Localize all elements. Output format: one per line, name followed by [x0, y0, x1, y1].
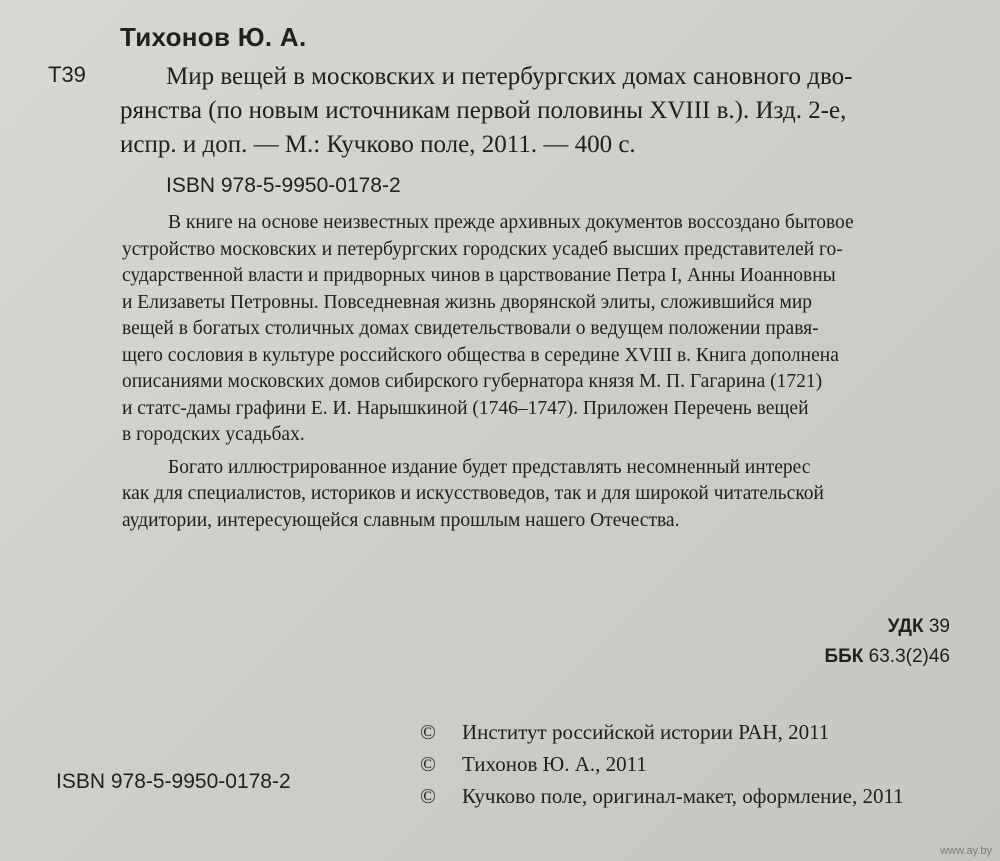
copyright-text: Тихонов Ю. А., 2011	[462, 752, 647, 776]
classification-codes	[824, 612, 950, 672]
copyright-icon: ©	[420, 720, 436, 744]
copyright-text: Институт российской истории РАН, 2011	[462, 720, 830, 744]
annotation-line: Богато иллюстрированное издание будет представлять несомненный интерес	[168, 456, 811, 478]
biblio-line: рянства (по новым источникам первой половины XVIII в.). Изд. 2-е,	[120, 97, 847, 124]
annotation-line: вещей в богатых столичных домах свидетельствовали о ведущем положении правя-	[122, 318, 819, 339]
isbn-top: ISBN 978-5-9950-0178-2	[166, 174, 401, 197]
udk-label: УДК	[887, 616, 924, 637]
udk-code	[824, 612, 950, 642]
biblio-line: Мир вещей в московских и петербургских домах сановного дво-	[166, 63, 853, 90]
author-name: Тихонов Ю. А.	[120, 22, 307, 52]
library-code: Т39	[48, 62, 86, 87]
annotation-line: щего сословия в культуре российского общества в середине XVIII в. Книга дополнена	[122, 344, 839, 366]
bbk-code	[824, 642, 950, 672]
bbk-value: 63.3(2)46	[868, 646, 950, 667]
bbk-label: ББК	[824, 646, 864, 667]
udk-value: 39	[928, 616, 950, 637]
isbn-bottom: ISBN 978-5-9950-0178-2	[56, 770, 291, 793]
watermark: www.ay.by	[940, 845, 992, 857]
annotation-line: описаниями московских домов сибирского губернатора князя М. П. Гагарина (1721)	[122, 371, 823, 392]
annotation-line: и статс-дамы графини Е. И. Нарышкиной (1746–1747). Приложен Перечень вещей	[122, 397, 809, 419]
annotation-line: устройство московских и петербургских городских усадеб высших представителей го-	[122, 238, 843, 260]
copyright-block	[420, 716, 904, 812]
copyright-row	[420, 748, 904, 780]
annotation	[122, 210, 952, 534]
annotation-line: как для специалистов, историков и искусствоведов, так и для широкой читательской	[122, 483, 824, 504]
biblio-line: испр. и доп. — М.: Кучково поле, 2011. — 400 с.	[120, 131, 636, 158]
copyright-icon: ©	[420, 752, 436, 776]
annotation-line: В книге на основе неизвестных прежде архивных документов воссоздано бытовое	[168, 212, 854, 233]
copyright-row	[420, 780, 904, 812]
copyright-text: Кучково поле, оригинал-макет, оформление, 2011	[462, 784, 904, 808]
annotation-line: и Елизаветы Петровны. Повседневная жизнь дворянской элиты, сложившийся мир	[122, 291, 813, 313]
copyright-row	[420, 716, 904, 748]
annotation-line: сударственной власти и придворных чинов в царствование Петра I, Анны Иоанновны	[122, 265, 836, 286]
annotation-line: в городских усадьбах.	[122, 424, 305, 445]
annotation-line: аудитории, интересующейся славным прошлым нашего Отечества.	[122, 509, 680, 531]
copyright-icon: ©	[420, 784, 436, 808]
bibliographic-description	[120, 60, 966, 162]
